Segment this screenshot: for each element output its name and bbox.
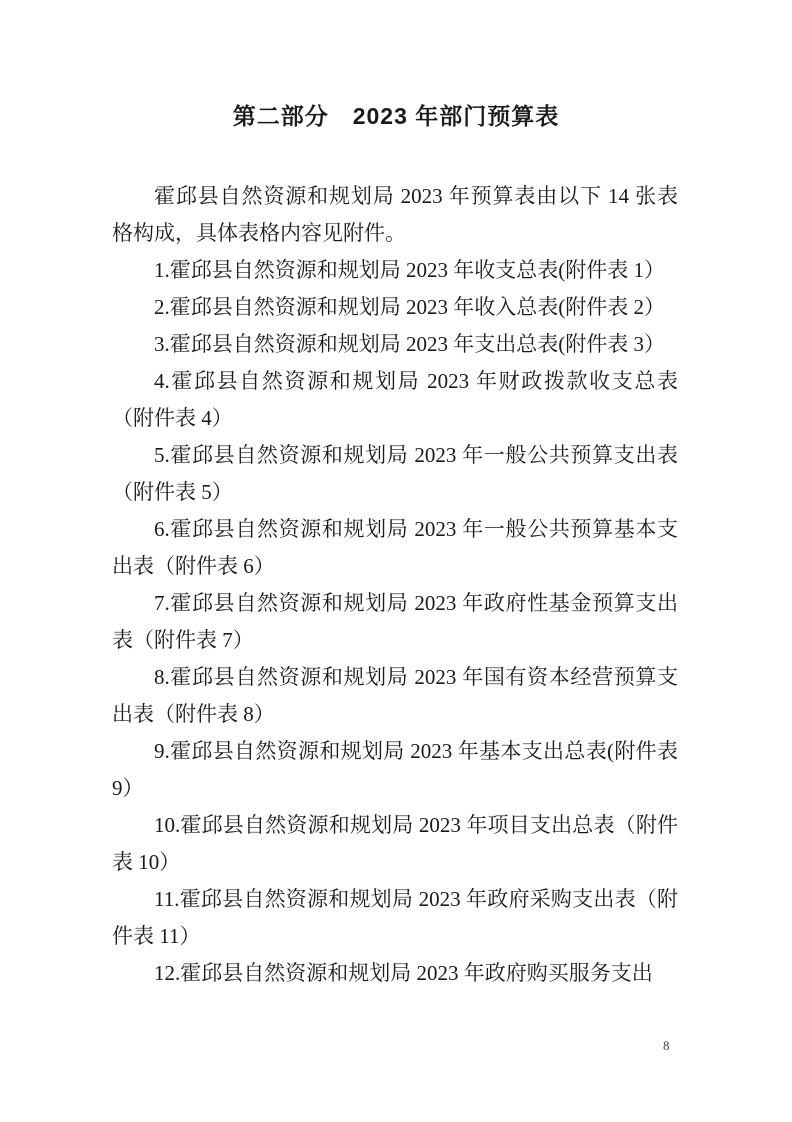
page-title: 第二部分 2023 年部门预算表 (232, 103, 560, 129)
budget-table-list-item-9: 9.霍邱县自然资源和规划局 2023 年基本支出总表(附件表 9） (112, 739, 678, 800)
budget-table-list-item-1: 1.霍邱县自然资源和规划局 2023 年收支总表(附件表 1） (154, 258, 665, 282)
budget-table-list-item-8: 8.霍邱县自然资源和规划局 2023 年国有资本经营预算支出表（附件表 8） (112, 665, 678, 726)
budget-table-list-item-6: 6.霍邱县自然资源和规划局 2023 年一般公共预算基本支出表（附件表 6） (112, 517, 678, 578)
budget-table-list-item-4: 4.霍邱县自然资源和规划局 2023 年财政拨款收支总表（附件表 4） (112, 369, 678, 430)
budget-table-list-item-10: 10.霍邱县自然资源和规划局 2023 年项目支出总表（附件表 10） (112, 813, 678, 874)
budget-table-list-item-11: 11.霍邱县自然资源和规划局 2023 年政府采购支出表（附件表 11） (112, 887, 678, 948)
intro-paragraph: 霍邱县自然资源和规划局 2023 年预算表由以下 14 张表格构成，具体表格内容见附件。 (112, 184, 678, 245)
budget-table-list-item-5: 5.霍邱县自然资源和规划局 2023 年一般公共预算支出表（附件表 5） (112, 443, 678, 504)
budget-table-list-item-3: 3.霍邱县自然资源和规划局 2023 年支出总表(附件表 3） (154, 332, 665, 356)
budget-table-list-item-2: 2.霍邱县自然资源和规划局 2023 年收入总表(附件表 2） (154, 295, 665, 319)
budget-table-list-item-12: 12.霍邱县自然资源和规划局 2023 年政府购买服务支出 (154, 961, 653, 985)
document-body (112, 178, 678, 992)
page-number: 8 (663, 1038, 670, 1053)
budget-table-list-item-7: 7.霍邱县自然资源和规划局 2023 年政府性基金预算支出表（附件表 7） (112, 591, 678, 652)
